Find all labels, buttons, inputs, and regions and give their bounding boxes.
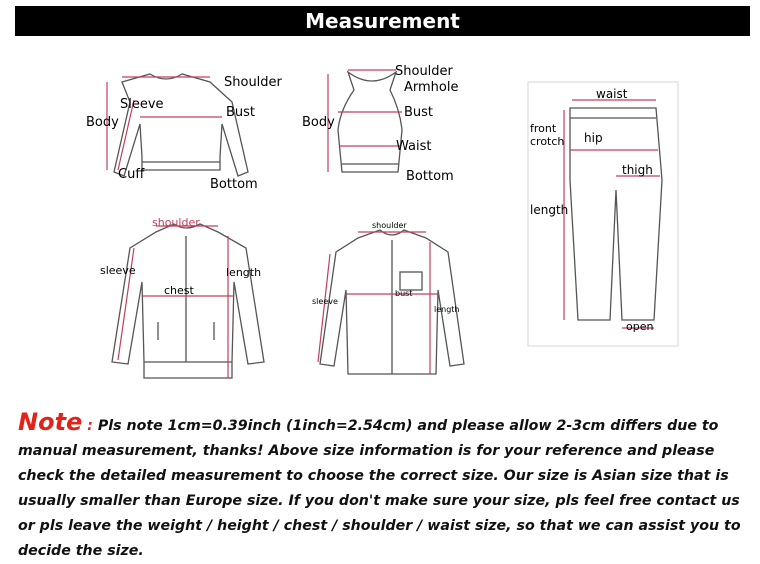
note-heading: Note [18, 408, 83, 436]
note-text: Pls note 1cm=0.39inch (1inch=2.54cm) and please allow 2-3cm differs due to manual measurement, thanks! Above size information is for your reference and please check the detailed measurement to choose the correct size. Our size is Asian size that is usually smaller than Europe size. If you don't make sure your size, pls feel free contact us or pls leave the weight / height / chest / shoulder / waist size, so that we can assist you to decide the size. [18, 418, 741, 559]
pants-open-label: open [626, 320, 654, 333]
pants-thigh-label: thigh [622, 163, 653, 177]
shirt-bust-label: bust [395, 289, 413, 298]
vest-waist-label: Waist [396, 139, 432, 154]
pants-front-label: front [530, 122, 557, 135]
sweater-bottom-label: Bottom [210, 177, 258, 192]
sweater-bust-label: Bust [226, 105, 256, 120]
jacket-diagram [96, 212, 286, 392]
pants-crotch-label: crotch [530, 135, 565, 148]
vest-body-label: Body [302, 115, 335, 130]
vest-bust-label: Bust [404, 105, 434, 120]
vest-shoulder-label: Shoulder [395, 64, 453, 79]
sweater-body-label: Body [86, 115, 119, 130]
sweater-diagram [82, 62, 282, 197]
shirt-length-label: length [434, 305, 460, 314]
page-title: Measurement [305, 9, 460, 33]
sweater-shoulder-label: Shoulder [224, 75, 282, 90]
pants-waist-label: waist [596, 87, 628, 101]
vest-bottom-label: Bottom [406, 169, 454, 184]
jacket-chest-label: chest [164, 284, 194, 297]
note-paragraph [18, 410, 748, 564]
measurement-banner [15, 6, 750, 36]
shirt-shoulder-label: shoulder [372, 221, 407, 230]
jacket-shoulder-label: shoulder [152, 216, 200, 229]
pants-diagram [526, 80, 681, 350]
pants-hip-label: hip [584, 131, 603, 145]
vest-armhole-label: Armhole [404, 80, 459, 95]
note-colon: : [87, 418, 93, 434]
vest-diagram [300, 60, 470, 195]
shirt-diagram [300, 216, 485, 396]
sweater-cuff-label: Cuff [118, 167, 145, 182]
jacket-sleeve-label: sleeve [100, 264, 136, 277]
jacket-length-label: length [226, 266, 262, 279]
pants-length-label: length [530, 203, 569, 217]
sweater-sleeve-label: Sleeve [120, 97, 164, 112]
shirt-sleeve-label: sleeve [312, 297, 338, 306]
